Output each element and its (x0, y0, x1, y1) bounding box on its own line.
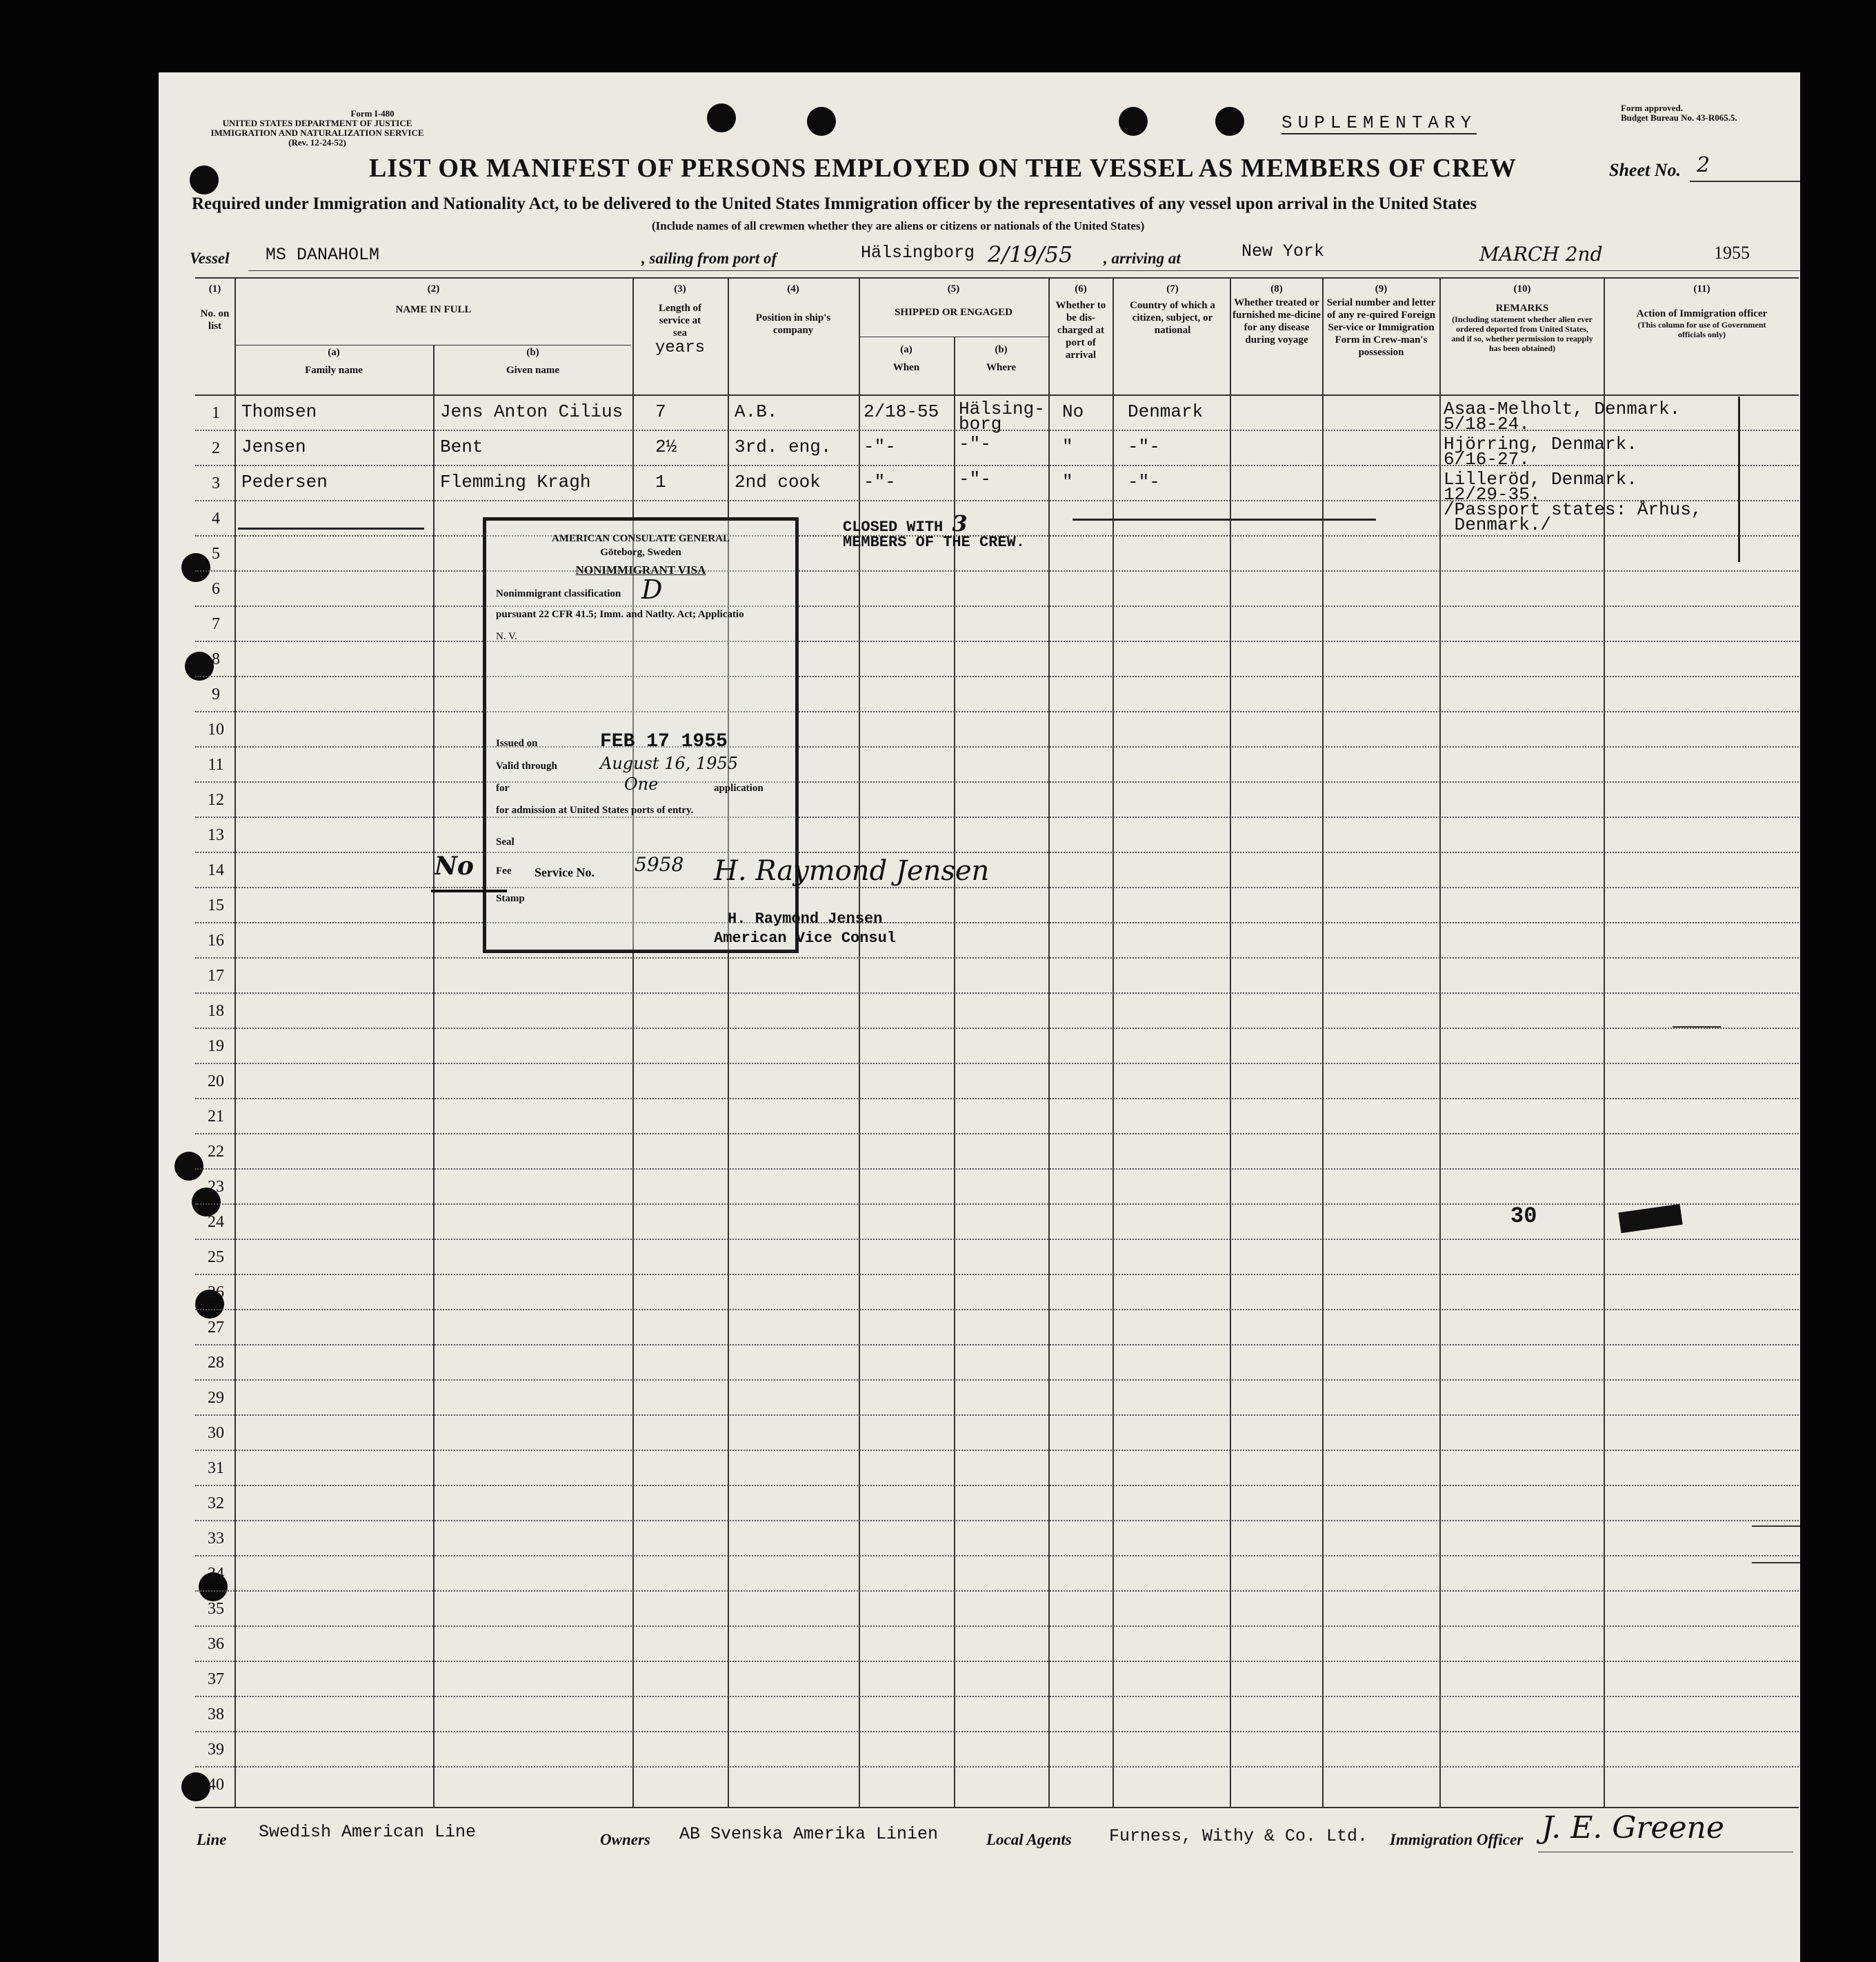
table-bottom-rule (195, 1807, 1799, 1808)
row-number: 27 (208, 1319, 224, 1337)
row-number: 11 (208, 756, 224, 774)
row-number: 13 (208, 826, 224, 844)
for-label: for (496, 783, 510, 794)
crew-remarks: Asaa-Melholt, Denmark. 5/18-24. (1444, 399, 1681, 434)
application-label: application (714, 783, 764, 794)
sheet-label: Sheet No. (1609, 160, 1681, 180)
col-2a-number: (a) (328, 347, 340, 358)
crew-discharged: " (1062, 472, 1073, 492)
departure-port: Hälsingborg (861, 243, 975, 263)
seal-label: Seal (496, 837, 515, 848)
crew-given-name: Flemming Kragh (440, 472, 591, 492)
row-number: 39 (208, 1741, 224, 1759)
consul-title: American Vice Consul (714, 930, 897, 947)
crew-family-name: Pedersen (241, 472, 328, 492)
col-2b-number: (b) (526, 347, 539, 358)
row-number: 2 (212, 439, 220, 457)
owners-label: Owners (600, 1831, 650, 1848)
row-number: 34 (208, 1565, 224, 1583)
col-1-title: No. on list (200, 308, 230, 332)
col-11-subtitle: (This column for use of Government officials only) (1637, 320, 1766, 339)
shipping-line: Swedish American Line (259, 1822, 477, 1842)
col-3-title: Length of service at sea (658, 303, 702, 339)
row-rule (195, 1485, 1799, 1486)
officer-label: Immigration Officer (1390, 1831, 1524, 1848)
service-label: Service No. (535, 865, 595, 879)
col-7-title: Country of which a citizen, subject, or national (1130, 300, 1215, 336)
consulate-city: Göteborg, Sweden (600, 547, 681, 558)
row-number: 1 (212, 404, 220, 422)
col-4-number: (4) (787, 283, 799, 294)
row-number: 17 (208, 967, 224, 985)
col-5-title: SHIPPED OR ENGAGED (895, 307, 1012, 318)
row-rule (195, 1661, 1799, 1662)
sailing-label: , sailing from port of (641, 250, 777, 267)
col-2b-header (433, 346, 632, 377)
officer-signature: J. E. Greene (1541, 1810, 1724, 1845)
row-rule (195, 1590, 1799, 1592)
service-number: 5958 (635, 853, 684, 876)
row-number: 6 (212, 580, 220, 598)
row-number: 14 (208, 861, 224, 879)
row-number: 22 (208, 1143, 224, 1161)
crew-country: -"- (1128, 437, 1160, 457)
vessel-name: MS DANAHOLM (266, 245, 380, 265)
closed-with-label: CLOSED WITH (843, 519, 944, 536)
col-8-header (1232, 283, 1321, 346)
col-8-title: Whether treated or furnished me-dicine for any disease during voyage (1233, 297, 1321, 346)
punch-hole (190, 166, 219, 194)
crew-discharged: " (1062, 437, 1073, 457)
row-number: 4 (212, 510, 220, 528)
crew-service-years: 1 (655, 472, 666, 492)
row-number: 24 (208, 1213, 224, 1231)
crew-family-name: Jensen (241, 437, 306, 457)
budget-bureau-line: Budget Bureau No. 43-R065.5. (1621, 112, 1737, 123)
col-2-number: (2) (427, 283, 440, 294)
row-number: 40 (208, 1776, 224, 1794)
crew-given-name: Jens Anton Cilius (440, 401, 623, 422)
revision-date: (Rev. 12-24-52) (288, 137, 346, 148)
col-6-number: (6) (1075, 283, 1087, 294)
col-2-header (234, 283, 632, 316)
row-rule (195, 605, 1799, 607)
arrival-year: 1955 (1714, 243, 1750, 263)
row-rule (195, 887, 1799, 888)
crew-given-name: Bent (440, 437, 483, 457)
row-number: 26 (208, 1283, 224, 1301)
members-of-crew: MEMBERS OF THE CREW. (843, 534, 1026, 551)
row-number: 8 (212, 650, 220, 668)
row-rule (195, 957, 1799, 959)
col-1-header (195, 283, 234, 332)
row-rule (195, 1203, 1799, 1205)
sheet-number: 2 (1697, 153, 1710, 177)
row-number: 37 (208, 1670, 224, 1688)
row-number: 19 (208, 1037, 224, 1055)
row-number: 16 (208, 932, 224, 950)
col-2b-title: Given name (506, 365, 560, 376)
col-6-header (1050, 283, 1112, 361)
crew-country: Denmark (1128, 401, 1204, 422)
row-number: 32 (208, 1494, 224, 1512)
page-title: LIST OR MANIFEST OF PERSONS EMPLOYED ON THE VESSEL AS MEMBERS OF CREW (369, 154, 1517, 183)
no-fee-mark: No (435, 852, 474, 881)
punch-hole (707, 103, 736, 132)
crew-family-name: Thomsen (241, 401, 317, 422)
pursuant-line: pursuant 22 CFR 41.5; Imm. and Natlty. Act; Applicatio (496, 609, 744, 620)
col-3-number: (3) (674, 283, 686, 294)
row-rule (195, 711, 1799, 712)
line-label: Line (197, 1831, 227, 1848)
row-rule (195, 641, 1799, 642)
vessel-label: Vessel (190, 250, 230, 267)
col-3-unit: years (655, 339, 705, 357)
col-8-number: (8) (1270, 283, 1283, 294)
row-rule (195, 922, 1799, 923)
dept-line: UNITED STATES DEPARTMENT OF JUSTICE (222, 118, 412, 128)
row-number: 33 (208, 1530, 224, 1548)
row-number: 5 (212, 545, 220, 563)
table-header-rule (195, 394, 1799, 396)
punch-hole (807, 107, 836, 136)
valid-date: August 16, 1955 (600, 754, 739, 773)
col-11-title: Action of Immigration officer (1636, 308, 1768, 319)
row-rule (195, 1028, 1799, 1029)
crew-shipped-when: -"- (864, 437, 896, 457)
col-11-header (1607, 283, 1797, 339)
row-rule (195, 1696, 1799, 1697)
col-2a-title: Family name (305, 365, 363, 376)
row-rule (195, 1063, 1799, 1064)
admission-line: for admission at United States ports of entry. (496, 805, 694, 816)
row-number: 18 (208, 1002, 224, 1020)
valid-label: Valid through (496, 761, 557, 772)
col-5-number: (5) (947, 283, 960, 294)
row-rule (195, 1766, 1799, 1768)
col-5a-number: (a) (900, 344, 912, 355)
classification-value: D (641, 574, 663, 605)
row-rule (195, 746, 1799, 748)
col-10-subtitle: (Including statement whether alien ever ordered deported from United States, and if so, whether permission to reapply has been obtained) (1451, 314, 1593, 353)
visa-type: NONIMMIGRANT VISA (575, 563, 706, 577)
row-rule (195, 676, 1799, 677)
row-number: 25 (208, 1248, 224, 1266)
col-10-number: (10) (1513, 283, 1531, 294)
tally-mark: 30 (1510, 1203, 1537, 1229)
col-9-title: Serial number and letter of any re-quired Foreign Ser-vice or Immigration Form in Crew-man's possession (1326, 297, 1436, 358)
row-rule (195, 1239, 1799, 1240)
col-11-number: (11) (1693, 283, 1710, 294)
nv-line: N. V. (496, 631, 517, 642)
bracket-mark (1724, 397, 1740, 562)
punch-hole (1119, 107, 1148, 136)
crew-position: 3rd. eng. (735, 437, 832, 457)
consul-signature: H. Raymond Jensen (714, 855, 990, 887)
row-number: 15 (208, 897, 224, 914)
col-10-title: REMARKS (1495, 303, 1549, 314)
row-rule (195, 1344, 1799, 1345)
row-rule (195, 1625, 1799, 1627)
crew-remarks: Hjörring, Denmark. 6/16-27. (1444, 434, 1637, 470)
col-4-title: Position in ship's company (755, 312, 831, 336)
row-rule (195, 1379, 1799, 1381)
row-number: 21 (208, 1108, 224, 1125)
row-number: 36 (208, 1635, 224, 1653)
punch-hole (1215, 107, 1244, 136)
crew-shipped-when: -"- (864, 472, 896, 492)
crew-position: 2nd cook (735, 472, 821, 492)
col-5b-title: Where (986, 362, 1017, 373)
row-rule (195, 992, 1799, 994)
col-4-header (731, 283, 855, 337)
arrival-port: New York (1241, 241, 1325, 261)
row-rule (195, 1274, 1799, 1275)
col-5a-header (859, 343, 954, 374)
owners-value: AB Svenska Amerika Linien (679, 1824, 939, 1844)
arrival-date: MARCH 2nd (1479, 243, 1603, 266)
row-rule (195, 781, 1799, 783)
row-rule (195, 1414, 1799, 1416)
row-number: 20 (208, 1072, 224, 1090)
form-number: Form I-480 (350, 108, 395, 119)
service-line: IMMIGRATION AND NATURALIZATION SERVICE (210, 128, 424, 138)
agents-label: Local Agents (986, 1831, 1072, 1848)
row-number: 12 (208, 791, 224, 809)
crew-discharged: No (1062, 401, 1084, 422)
row-rule (195, 1168, 1799, 1170)
col-5b-number: (b) (995, 344, 1008, 355)
row-rule (195, 1098, 1799, 1099)
col-7-number: (7) (1166, 283, 1179, 294)
row-number: 23 (208, 1178, 224, 1196)
col-5a-title: When (892, 362, 920, 373)
issued-date: FEB 17 1955 (600, 731, 728, 752)
col-1-number: (1) (208, 283, 221, 294)
col-2a-header (234, 346, 433, 377)
crew-shipped-where: -"- (959, 469, 991, 490)
stamp-label: Stamp (496, 893, 525, 904)
row-rule (195, 817, 1799, 818)
col-3-header (636, 283, 724, 357)
row-rule (195, 1450, 1799, 1451)
row-number: 9 (212, 685, 220, 703)
approval-line: Form approved. (1621, 103, 1684, 113)
row-number: 29 (208, 1389, 224, 1407)
crew-remarks: Lilleröd, Denmark. 12/29-35. /Passport states: Århus, Denmark./ (1444, 469, 1702, 535)
fee-label: Fee (496, 865, 512, 877)
crew-shipped-where: Hälsing- borg (959, 399, 1045, 434)
visa-stamp (483, 517, 799, 953)
supplementary-label: SUPLEMENTARY (1281, 112, 1477, 133)
col-5-header (859, 283, 1048, 319)
row-number: 3 (212, 474, 220, 492)
row-number: 7 (212, 615, 220, 633)
crew-shipped-when: 2/18-55 (864, 401, 939, 422)
col-10-header (1443, 283, 1601, 353)
col-7-header (1117, 283, 1228, 337)
col-2-title: NAME IN FULL (395, 304, 472, 315)
crew-country: -"- (1128, 472, 1160, 492)
departure-date: 2/19/55 (988, 241, 1073, 268)
statute-line: Required under Immigration and Nationality Act, to be delivered to the United States Immigration officer by the representatives of any vessel upon arrival in the United States (192, 194, 1477, 213)
row-rule (195, 1731, 1799, 1732)
row-number: 31 (208, 1459, 224, 1477)
row-rule (195, 1555, 1799, 1556)
row-number: 30 (208, 1424, 224, 1442)
include-note: (Include names of all crewmen whether they are aliens or citizens or nationals of the United States) (652, 219, 1145, 232)
col-9-header (1324, 283, 1438, 359)
row-number: 10 (208, 721, 224, 739)
row-number: 38 (208, 1705, 224, 1723)
row-number: 28 (208, 1354, 224, 1372)
for-value: One (624, 774, 659, 794)
row-rule (195, 1520, 1799, 1521)
crew-shipped-where: -"- (959, 434, 991, 454)
crew-service-years: 7 (655, 401, 666, 422)
table-top-rule (195, 277, 1799, 279)
closed-count: 3 (952, 510, 968, 537)
closed-note (843, 510, 1025, 551)
col-6-title: Whether to be dis-charged at port of arrival (1055, 300, 1106, 361)
consul-name: H. Raymond Jensen (728, 910, 883, 928)
col-5b-header (954, 343, 1048, 374)
form-id (190, 109, 445, 148)
row-number: 35 (208, 1600, 224, 1618)
approval-note (1621, 103, 1737, 123)
crew-position: A.B. (735, 401, 778, 422)
col-9-number: (9) (1375, 283, 1388, 294)
row-rule (195, 570, 1799, 572)
classification-label: Nonimmigrant classification (496, 588, 621, 599)
arriving-label: , arriving at (1104, 250, 1181, 267)
row-rule (195, 1133, 1799, 1134)
consulate-line: AMERICAN CONSULATE GENERAL (551, 533, 730, 544)
crew-service-years: 2½ (655, 437, 677, 457)
agents-value: Furness, Withy & Co. Ltd. (1109, 1826, 1368, 1846)
issued-label: Issued on (496, 738, 538, 749)
row-rule (195, 1309, 1799, 1310)
